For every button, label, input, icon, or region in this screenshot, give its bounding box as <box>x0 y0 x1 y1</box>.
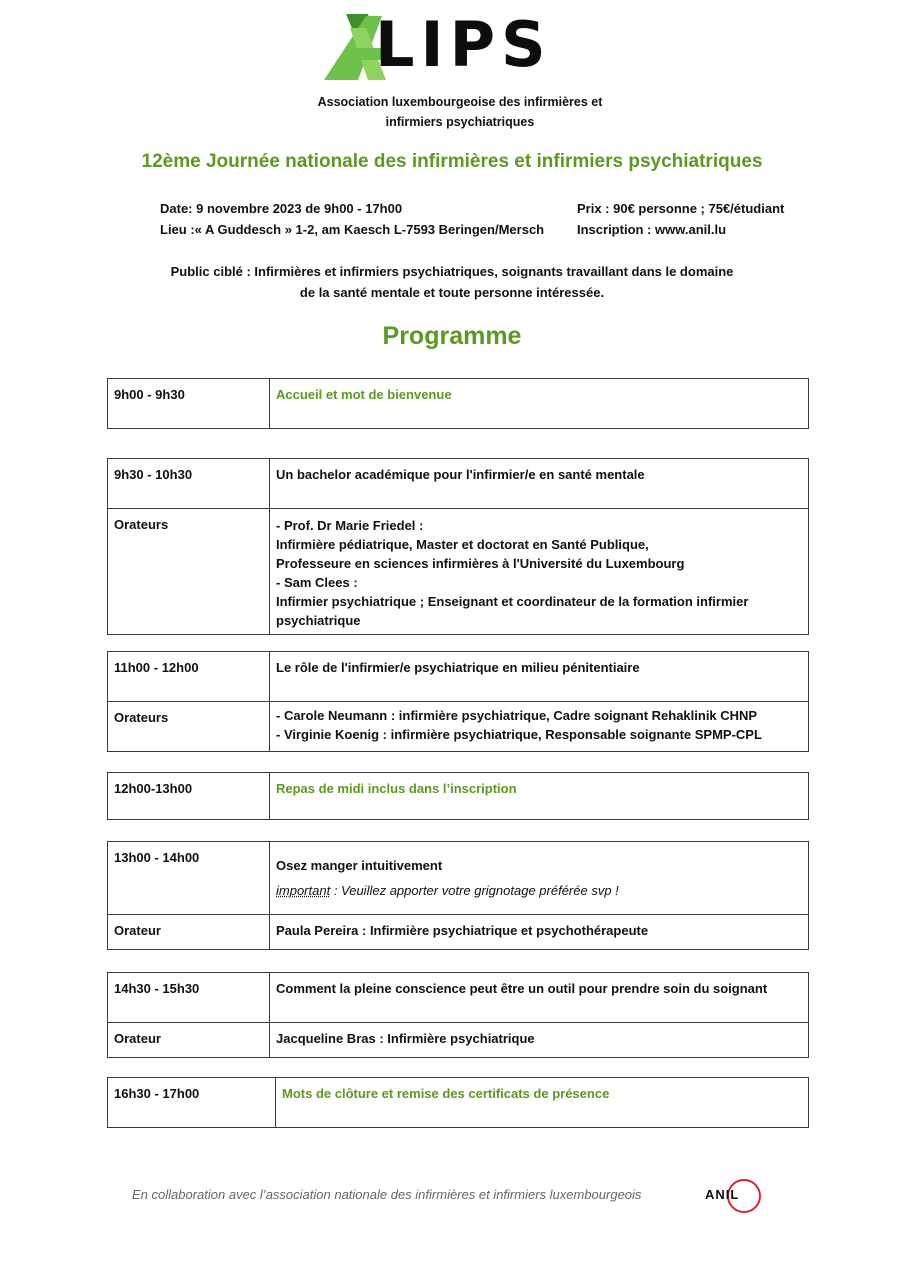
session-block <box>107 841 809 950</box>
session-block <box>107 972 809 1058</box>
session-block <box>107 772 809 820</box>
session-title: Un bachelor académique pour l'infirmier/e en santé mentale <box>270 459 809 509</box>
session-row <box>108 459 809 509</box>
speakers-cell <box>270 509 809 635</box>
target-audience-line1: Public ciblé : Infirmières et infirmiers psychiatriques, soignants travaillant dans le domaine <box>170 264 734 279</box>
speaker-label: Orateur <box>108 915 270 950</box>
event-date: Date: 9 novembre 2023 de 9h00 - 17h00 <box>160 201 403 216</box>
speaker-line: - Prof. Dr Marie Friedel : <box>276 518 424 533</box>
session-title: Accueil et mot de bienvenue <box>270 379 809 429</box>
association-name-line1: Association luxembourgeoise des infirmières et <box>317 95 603 109</box>
speaker-label: Orateur <box>108 1023 270 1058</box>
session-title-cell <box>270 842 809 915</box>
speaker-line: - Virginie Koenig : infirmière psychiatrique, Responsable soignante SPMP-CPL <box>276 727 762 742</box>
speakers-cell <box>270 702 809 752</box>
session-title: Le rôle de l'infirmier/e psychiatrique en milieu pénitentiaire <box>270 652 809 702</box>
logo-wordmark: LIPS <box>375 8 552 81</box>
session-time: 12h00-13h00 <box>108 773 270 820</box>
speakers-row <box>108 915 809 950</box>
note-text: : Veuillez apporter votre grignotage préférée svp ! <box>330 883 619 898</box>
session-row <box>108 973 809 1023</box>
speaker-line: Professeure en sciences infirmières à l'Université du Luxembourg <box>276 556 685 571</box>
note-emphasis: important <box>276 883 331 898</box>
target-audience-line2: de la santé mentale et toute personne intéressée. <box>299 285 605 300</box>
session-time: 16h30 - 17h00 <box>108 1078 276 1128</box>
speaker-line: Infirmier psychiatrique ; Enseignant et coordinateur de la formation infirmier psychiatrique <box>276 594 749 628</box>
session-note <box>276 881 802 900</box>
event-price: Prix : 90€ personne ; 75€/étudiant <box>577 201 785 216</box>
session-block <box>107 1077 809 1128</box>
session-title: Osez manger intuitivement <box>276 858 443 873</box>
speaker-line: - Carole Neumann : infirmière psychiatrique, Cadre soignant Rehaklinik CHNP <box>276 708 758 723</box>
session-block <box>107 378 809 429</box>
session-title: Comment la pleine conscience peut être un outil pour prendre soin du soignant <box>270 973 809 1023</box>
event-title: 12ème Journée nationale des infirmières et infirmiers psychiatriques <box>141 151 763 172</box>
session-title: Repas de midi inclus dans l’inscription <box>270 773 809 820</box>
speaker-label: Orateurs <box>108 702 270 752</box>
session-row <box>108 379 809 429</box>
session-time: 13h00 - 14h00 <box>108 842 270 915</box>
session-time: 9h00 - 9h30 <box>108 379 270 429</box>
speakers-row <box>108 702 809 752</box>
session-time: 11h00 - 12h00 <box>108 652 270 702</box>
association-name-line2: infirmiers psychiatriques <box>385 115 535 129</box>
speaker-line: Infirmière pédiatrique, Master et doctorat en Santé Publique, <box>276 537 649 552</box>
event-location: Lieu :« A Guddesch » 1-2, am Kaesch L-7593 Beringen/Mersch <box>160 222 545 237</box>
speaker-line: Jacqueline Bras : Infirmière psychiatrique <box>270 1023 809 1058</box>
session-title: Mots de clôture et remise des certificats de présence <box>276 1078 809 1128</box>
session-row <box>108 842 809 915</box>
collaboration-note: En collaboration avec l’association nationale des infirmières et infirmiers luxembourgeois <box>132 1187 642 1202</box>
anil-logo-text: ANIL <box>705 1187 740 1202</box>
session-row <box>108 652 809 702</box>
session-block <box>107 651 809 752</box>
speaker-label: Orateurs <box>108 509 270 635</box>
speaker-line: - Sam Clees : <box>276 575 358 590</box>
session-block <box>107 458 809 635</box>
programme-heading: Programme <box>382 322 522 350</box>
session-row <box>108 773 809 820</box>
session-time: 14h30 - 15h30 <box>108 973 270 1023</box>
event-registration: Inscription : www.anil.lu <box>577 222 727 237</box>
speaker-line: Paula Pereira : Infirmière psychiatrique et psychothérapeute <box>270 915 809 950</box>
session-row <box>108 1078 809 1128</box>
speakers-row <box>108 1023 809 1058</box>
speakers-row <box>108 509 809 635</box>
session-time: 9h30 - 10h30 <box>108 459 270 509</box>
